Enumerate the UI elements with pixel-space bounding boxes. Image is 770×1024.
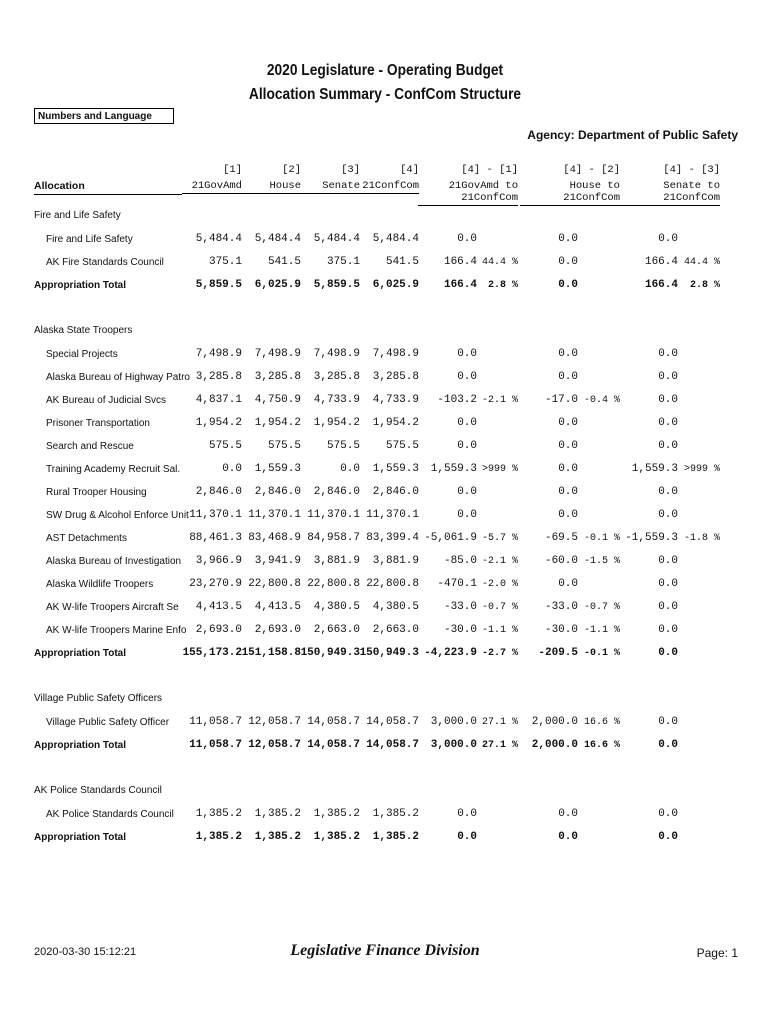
total-value-cell: 14,058.7 bbox=[307, 739, 360, 751]
column-header-bottom: Senate bbox=[300, 180, 360, 194]
diff-cell: 0.0 bbox=[457, 233, 477, 245]
total-value-cell: 1,385.2 bbox=[195, 831, 242, 843]
total-value-cell: 150,949.3 bbox=[300, 647, 360, 659]
value-cell: 375.1 bbox=[208, 256, 242, 268]
diff-cell: 0.0 bbox=[658, 601, 678, 613]
value-cell: 2,846.0 bbox=[372, 486, 419, 498]
value-cell: 1,559.3 bbox=[372, 463, 419, 475]
total-diff-cell: 166.4 bbox=[443, 279, 477, 291]
value-cell: 0.0 bbox=[222, 463, 242, 475]
total-value-cell: 11,058.7 bbox=[189, 739, 242, 751]
diff-cell: 0.0 bbox=[558, 486, 578, 498]
diff-cell: -1,559.3 bbox=[625, 532, 678, 544]
agency-label: Agency: Department of Public Safety bbox=[527, 128, 738, 142]
percent-cell: -0.7 % bbox=[583, 602, 620, 613]
value-cell: 4,733.9 bbox=[313, 394, 360, 406]
percent-cell: -1.5 % bbox=[583, 556, 620, 567]
value-cell: 1,954.2 bbox=[372, 417, 419, 429]
value-cell: 2,663.0 bbox=[372, 624, 419, 636]
diff-cell: 3,000.0 bbox=[430, 716, 477, 728]
value-cell: 1,559.3 bbox=[254, 463, 301, 475]
total-diff-cell: 2,000.0 bbox=[531, 739, 578, 751]
diff-cell: 0.0 bbox=[558, 578, 578, 590]
diff-cell: 0.0 bbox=[558, 509, 578, 521]
percent-cell: -1.8 % bbox=[683, 533, 720, 544]
footer-page-number: Page: 1 bbox=[696, 946, 738, 960]
diff-cell: 0.0 bbox=[457, 371, 477, 383]
diff-cell: 0.0 bbox=[457, 509, 477, 521]
percent-cell: -2.0 % bbox=[481, 579, 518, 590]
total-percent-cell: 2.8 % bbox=[689, 280, 720, 291]
diff-cell: -85.0 bbox=[443, 555, 477, 567]
diff-cell: -30.0 bbox=[443, 624, 477, 636]
value-cell: 22,800.8 bbox=[307, 578, 360, 590]
diff-cell: 1,559.3 bbox=[631, 463, 678, 475]
percent-cell: 44.4 % bbox=[481, 257, 518, 268]
total-diff-cell: 0.0 bbox=[658, 739, 678, 751]
diff-cell: 0.0 bbox=[658, 509, 678, 521]
value-cell: 3,881.9 bbox=[372, 555, 419, 567]
diff-cell: -30.0 bbox=[544, 624, 578, 636]
column-header-bottom: 21GovAmd bbox=[182, 180, 242, 194]
section-heading: AK Police Standards Council bbox=[34, 785, 162, 796]
total-diff-cell: 166.4 bbox=[644, 279, 678, 291]
value-cell: 1,954.2 bbox=[254, 417, 301, 429]
value-cell: 2,693.0 bbox=[254, 624, 301, 636]
diff-cell: 0.0 bbox=[558, 348, 578, 360]
value-cell: 11,370.1 bbox=[307, 509, 360, 521]
value-cell: 3,285.8 bbox=[372, 371, 419, 383]
value-cell: 1,954.2 bbox=[313, 417, 360, 429]
total-percent-cell: 2.8 % bbox=[487, 280, 518, 291]
numbers-language-box: Numbers and Language bbox=[34, 108, 174, 124]
total-value-cell: 6,025.9 bbox=[254, 279, 301, 291]
column-header-top: [4] bbox=[400, 164, 419, 176]
value-cell: 11,370.1 bbox=[189, 509, 242, 521]
value-cell: 14,058.7 bbox=[307, 716, 360, 728]
diff-cell: 0.0 bbox=[558, 417, 578, 429]
diff-cell: -60.0 bbox=[544, 555, 578, 567]
value-cell: 3,285.8 bbox=[254, 371, 301, 383]
column-header-bottom: House bbox=[241, 180, 301, 194]
diff-cell: 0.0 bbox=[558, 463, 578, 475]
diff-cell: 0.0 bbox=[457, 417, 477, 429]
value-cell: 11,058.7 bbox=[189, 716, 242, 728]
footer-division: Legislative Finance Division bbox=[290, 942, 480, 959]
diff-cell: 2,000.0 bbox=[531, 716, 578, 728]
percent-cell: -5.7 % bbox=[481, 533, 518, 544]
row-label: AK Fire Standards Council bbox=[46, 257, 164, 268]
total-percent-cell: 16.6 % bbox=[583, 740, 620, 751]
value-cell: 7,498.9 bbox=[372, 348, 419, 360]
percent-cell: -0.4 % bbox=[583, 395, 620, 406]
footer-timestamp: 2020-03-30 15:12:21 bbox=[34, 946, 137, 958]
row-label: AK Bureau of Judicial Svcs bbox=[46, 395, 167, 406]
value-cell: 3,966.9 bbox=[195, 555, 242, 567]
value-cell: 1,385.2 bbox=[195, 808, 242, 820]
value-cell: 4,413.5 bbox=[195, 601, 242, 613]
appropriation-total-label: Appropriation Total bbox=[34, 648, 127, 659]
total-value-cell: 1,385.2 bbox=[313, 831, 360, 843]
total-value-cell: 151,158.8 bbox=[241, 647, 301, 659]
total-percent-cell: 27.1 % bbox=[481, 740, 518, 751]
value-cell: 2,693.0 bbox=[195, 624, 242, 636]
section-heading: Village Public Safety Officers bbox=[34, 693, 163, 704]
column-header-top: [4] - [2] bbox=[563, 164, 620, 176]
total-value-cell: 150,949.3 bbox=[359, 647, 419, 659]
column-header-bottom: 21ConfCom bbox=[359, 180, 419, 194]
value-cell: 83,399.4 bbox=[366, 532, 419, 544]
percent-cell: 16.6 % bbox=[583, 717, 620, 728]
total-diff-cell: -209.5 bbox=[538, 647, 578, 659]
total-percent-cell: -0.1 % bbox=[583, 648, 620, 659]
value-cell: 575.5 bbox=[267, 440, 301, 452]
diff-cell: 0.0 bbox=[658, 233, 678, 245]
diff-cell: 1,559.3 bbox=[430, 463, 477, 475]
value-cell: 83,468.9 bbox=[248, 532, 301, 544]
column-header-top: [2] bbox=[282, 164, 301, 176]
value-cell: 22,800.8 bbox=[248, 578, 301, 590]
diff-cell: 0.0 bbox=[457, 440, 477, 452]
total-value-cell: 5,859.5 bbox=[195, 279, 242, 291]
value-cell: 2,846.0 bbox=[313, 486, 360, 498]
row-label: Fire and Life Safety bbox=[46, 234, 133, 245]
total-diff-cell: 0.0 bbox=[658, 831, 678, 843]
diff-cell: 0.0 bbox=[558, 256, 578, 268]
column-header-bottom: 21GovAmd to 21ConfCom bbox=[418, 180, 518, 206]
total-percent-cell: -2.7 % bbox=[481, 648, 518, 659]
section-heading: Fire and Life Safety bbox=[34, 210, 121, 221]
value-cell: 4,750.9 bbox=[254, 394, 301, 406]
appropriation-total-label: Appropriation Total bbox=[34, 832, 127, 843]
value-cell: 7,498.9 bbox=[313, 348, 360, 360]
value-cell: 23,270.9 bbox=[189, 578, 242, 590]
total-value-cell: 14,058.7 bbox=[366, 739, 419, 751]
value-cell: 84,958.7 bbox=[307, 532, 360, 544]
value-cell: 541.5 bbox=[385, 256, 419, 268]
value-cell: 7,498.9 bbox=[195, 348, 242, 360]
row-label: AK W-life Troopers Marine Enfo bbox=[46, 625, 187, 636]
row-label: Prisoner Transportation bbox=[46, 418, 150, 429]
value-cell: 7,498.9 bbox=[254, 348, 301, 360]
percent-cell: -0.7 % bbox=[481, 602, 518, 613]
value-cell: 0.0 bbox=[340, 463, 360, 475]
column-header-bottom: House to 21ConfCom bbox=[520, 180, 620, 206]
diff-cell: 0.0 bbox=[658, 348, 678, 360]
total-diff-cell: 0.0 bbox=[558, 831, 578, 843]
percent-cell: >999 % bbox=[683, 464, 720, 475]
total-value-cell: 1,385.2 bbox=[254, 831, 301, 843]
diff-cell: -33.0 bbox=[544, 601, 578, 613]
diff-cell: 0.0 bbox=[457, 348, 477, 360]
row-label: AK Police Standards Council bbox=[46, 809, 174, 820]
value-cell: 12,058.7 bbox=[248, 716, 301, 728]
total-value-cell: 12,058.7 bbox=[248, 739, 301, 751]
percent-cell: -1.1 % bbox=[481, 625, 518, 636]
percent-cell: -2.1 % bbox=[481, 395, 518, 406]
value-cell: 3,285.8 bbox=[195, 371, 242, 383]
value-cell: 14,058.7 bbox=[366, 716, 419, 728]
row-label: Training Academy Recruit Sal. bbox=[46, 464, 181, 475]
diff-cell: -5,061.9 bbox=[424, 532, 477, 544]
diff-cell: 0.0 bbox=[457, 486, 477, 498]
allocation-header: Allocation bbox=[34, 180, 85, 192]
row-label: Search and Rescue bbox=[46, 441, 134, 452]
value-cell: 4,837.1 bbox=[195, 394, 242, 406]
value-cell: 11,370.1 bbox=[366, 509, 419, 521]
diff-cell: 0.0 bbox=[658, 808, 678, 820]
row-label: Alaska Wildlife Troopers bbox=[46, 579, 154, 590]
value-cell: 541.5 bbox=[267, 256, 301, 268]
row-label: Alaska Bureau of Investigation bbox=[46, 556, 182, 567]
value-cell: 4,733.9 bbox=[372, 394, 419, 406]
row-label: Special Projects bbox=[46, 349, 118, 360]
value-cell: 5,484.4 bbox=[372, 233, 419, 245]
diff-cell: 0.0 bbox=[457, 808, 477, 820]
total-diff-cell: 0.0 bbox=[558, 279, 578, 291]
column-header-top: [3] bbox=[341, 164, 360, 176]
percent-cell: >999 % bbox=[481, 464, 518, 475]
total-value-cell: 6,025.9 bbox=[372, 279, 419, 291]
row-label: Alaska Bureau of Highway Patro bbox=[46, 372, 190, 383]
value-cell: 1,385.2 bbox=[372, 808, 419, 820]
column-header-top: [4] - [3] bbox=[663, 164, 720, 176]
allocation-underline bbox=[34, 194, 182, 195]
total-diff-cell: -4,223.9 bbox=[424, 647, 477, 659]
diff-cell: -17.0 bbox=[544, 394, 578, 406]
total-value-cell: 5,859.5 bbox=[313, 279, 360, 291]
diff-cell: 0.0 bbox=[558, 440, 578, 452]
value-cell: 5,484.4 bbox=[313, 233, 360, 245]
diff-cell: 0.0 bbox=[658, 394, 678, 406]
diff-cell: -103.2 bbox=[437, 394, 477, 406]
value-cell: 1,954.2 bbox=[195, 417, 242, 429]
diff-cell: 0.0 bbox=[658, 486, 678, 498]
percent-cell: -2.1 % bbox=[481, 556, 518, 567]
value-cell: 11,370.1 bbox=[248, 509, 301, 521]
column-header-top: [4] - [1] bbox=[461, 164, 518, 176]
diff-cell: -470.1 bbox=[437, 578, 477, 590]
value-cell: 88,461.3 bbox=[189, 532, 242, 544]
diff-cell: 0.0 bbox=[658, 555, 678, 567]
value-cell: 1,385.2 bbox=[254, 808, 301, 820]
report-title: 2020 Legislature - Operating Budget bbox=[266, 62, 504, 79]
diff-cell: 0.0 bbox=[558, 808, 578, 820]
row-label: Village Public Safety Officer bbox=[46, 717, 170, 728]
total-diff-cell: 3,000.0 bbox=[430, 739, 477, 751]
total-diff-cell: 0.0 bbox=[457, 831, 477, 843]
percent-cell: -1.1 % bbox=[583, 625, 620, 636]
appropriation-total-label: Appropriation Total bbox=[34, 740, 127, 751]
value-cell: 5,484.4 bbox=[195, 233, 242, 245]
value-cell: 3,285.8 bbox=[313, 371, 360, 383]
total-diff-cell: 0.0 bbox=[658, 647, 678, 659]
total-value-cell: 155,173.2 bbox=[182, 647, 242, 659]
value-cell: 5,484.4 bbox=[254, 233, 301, 245]
value-cell: 575.5 bbox=[385, 440, 419, 452]
value-cell: 4,380.5 bbox=[372, 601, 419, 613]
value-cell: 2,663.0 bbox=[313, 624, 360, 636]
column-header-bottom: Senate to 21ConfCom bbox=[620, 180, 720, 206]
percent-cell: 44.4 % bbox=[683, 257, 720, 268]
diff-cell: 166.4 bbox=[443, 256, 477, 268]
column-header-top: [1] bbox=[223, 164, 242, 176]
diff-cell: -33.0 bbox=[443, 601, 477, 613]
value-cell: 2,846.0 bbox=[195, 486, 242, 498]
value-cell: 575.5 bbox=[326, 440, 360, 452]
diff-cell: 0.0 bbox=[658, 440, 678, 452]
total-value-cell: 1,385.2 bbox=[372, 831, 419, 843]
value-cell: 3,941.9 bbox=[254, 555, 301, 567]
diff-cell: 0.0 bbox=[558, 233, 578, 245]
value-cell: 575.5 bbox=[208, 440, 242, 452]
diff-cell: 0.0 bbox=[658, 371, 678, 383]
diff-cell: -69.5 bbox=[544, 532, 578, 544]
report-subtitle: Allocation Summary - ConfCom Structure bbox=[248, 86, 522, 103]
value-cell: 4,380.5 bbox=[313, 601, 360, 613]
diff-cell: 166.4 bbox=[644, 256, 678, 268]
diff-cell: 0.0 bbox=[658, 624, 678, 636]
value-cell: 22,800.8 bbox=[366, 578, 419, 590]
diff-cell: 0.0 bbox=[658, 417, 678, 429]
value-cell: 1,385.2 bbox=[313, 808, 360, 820]
value-cell: 3,881.9 bbox=[313, 555, 360, 567]
row-label: AST Detachments bbox=[46, 533, 127, 544]
value-cell: 2,846.0 bbox=[254, 486, 301, 498]
percent-cell: 27.1 % bbox=[481, 717, 518, 728]
diff-cell: 0.0 bbox=[658, 578, 678, 590]
diff-cell: 0.0 bbox=[658, 716, 678, 728]
value-cell: 375.1 bbox=[326, 256, 360, 268]
percent-cell: -0.1 % bbox=[583, 533, 620, 544]
diff-cell: 0.0 bbox=[558, 371, 578, 383]
row-label: Rural Trooper Housing bbox=[46, 487, 147, 498]
value-cell: 4,413.5 bbox=[254, 601, 301, 613]
appropriation-total-label: Appropriation Total bbox=[34, 280, 127, 291]
row-label: SW Drug & Alcohol Enforce Unit bbox=[46, 510, 189, 521]
row-label: AK W-life Troopers Aircraft Se bbox=[46, 602, 179, 613]
section-heading: Alaska State Troopers bbox=[34, 325, 133, 336]
